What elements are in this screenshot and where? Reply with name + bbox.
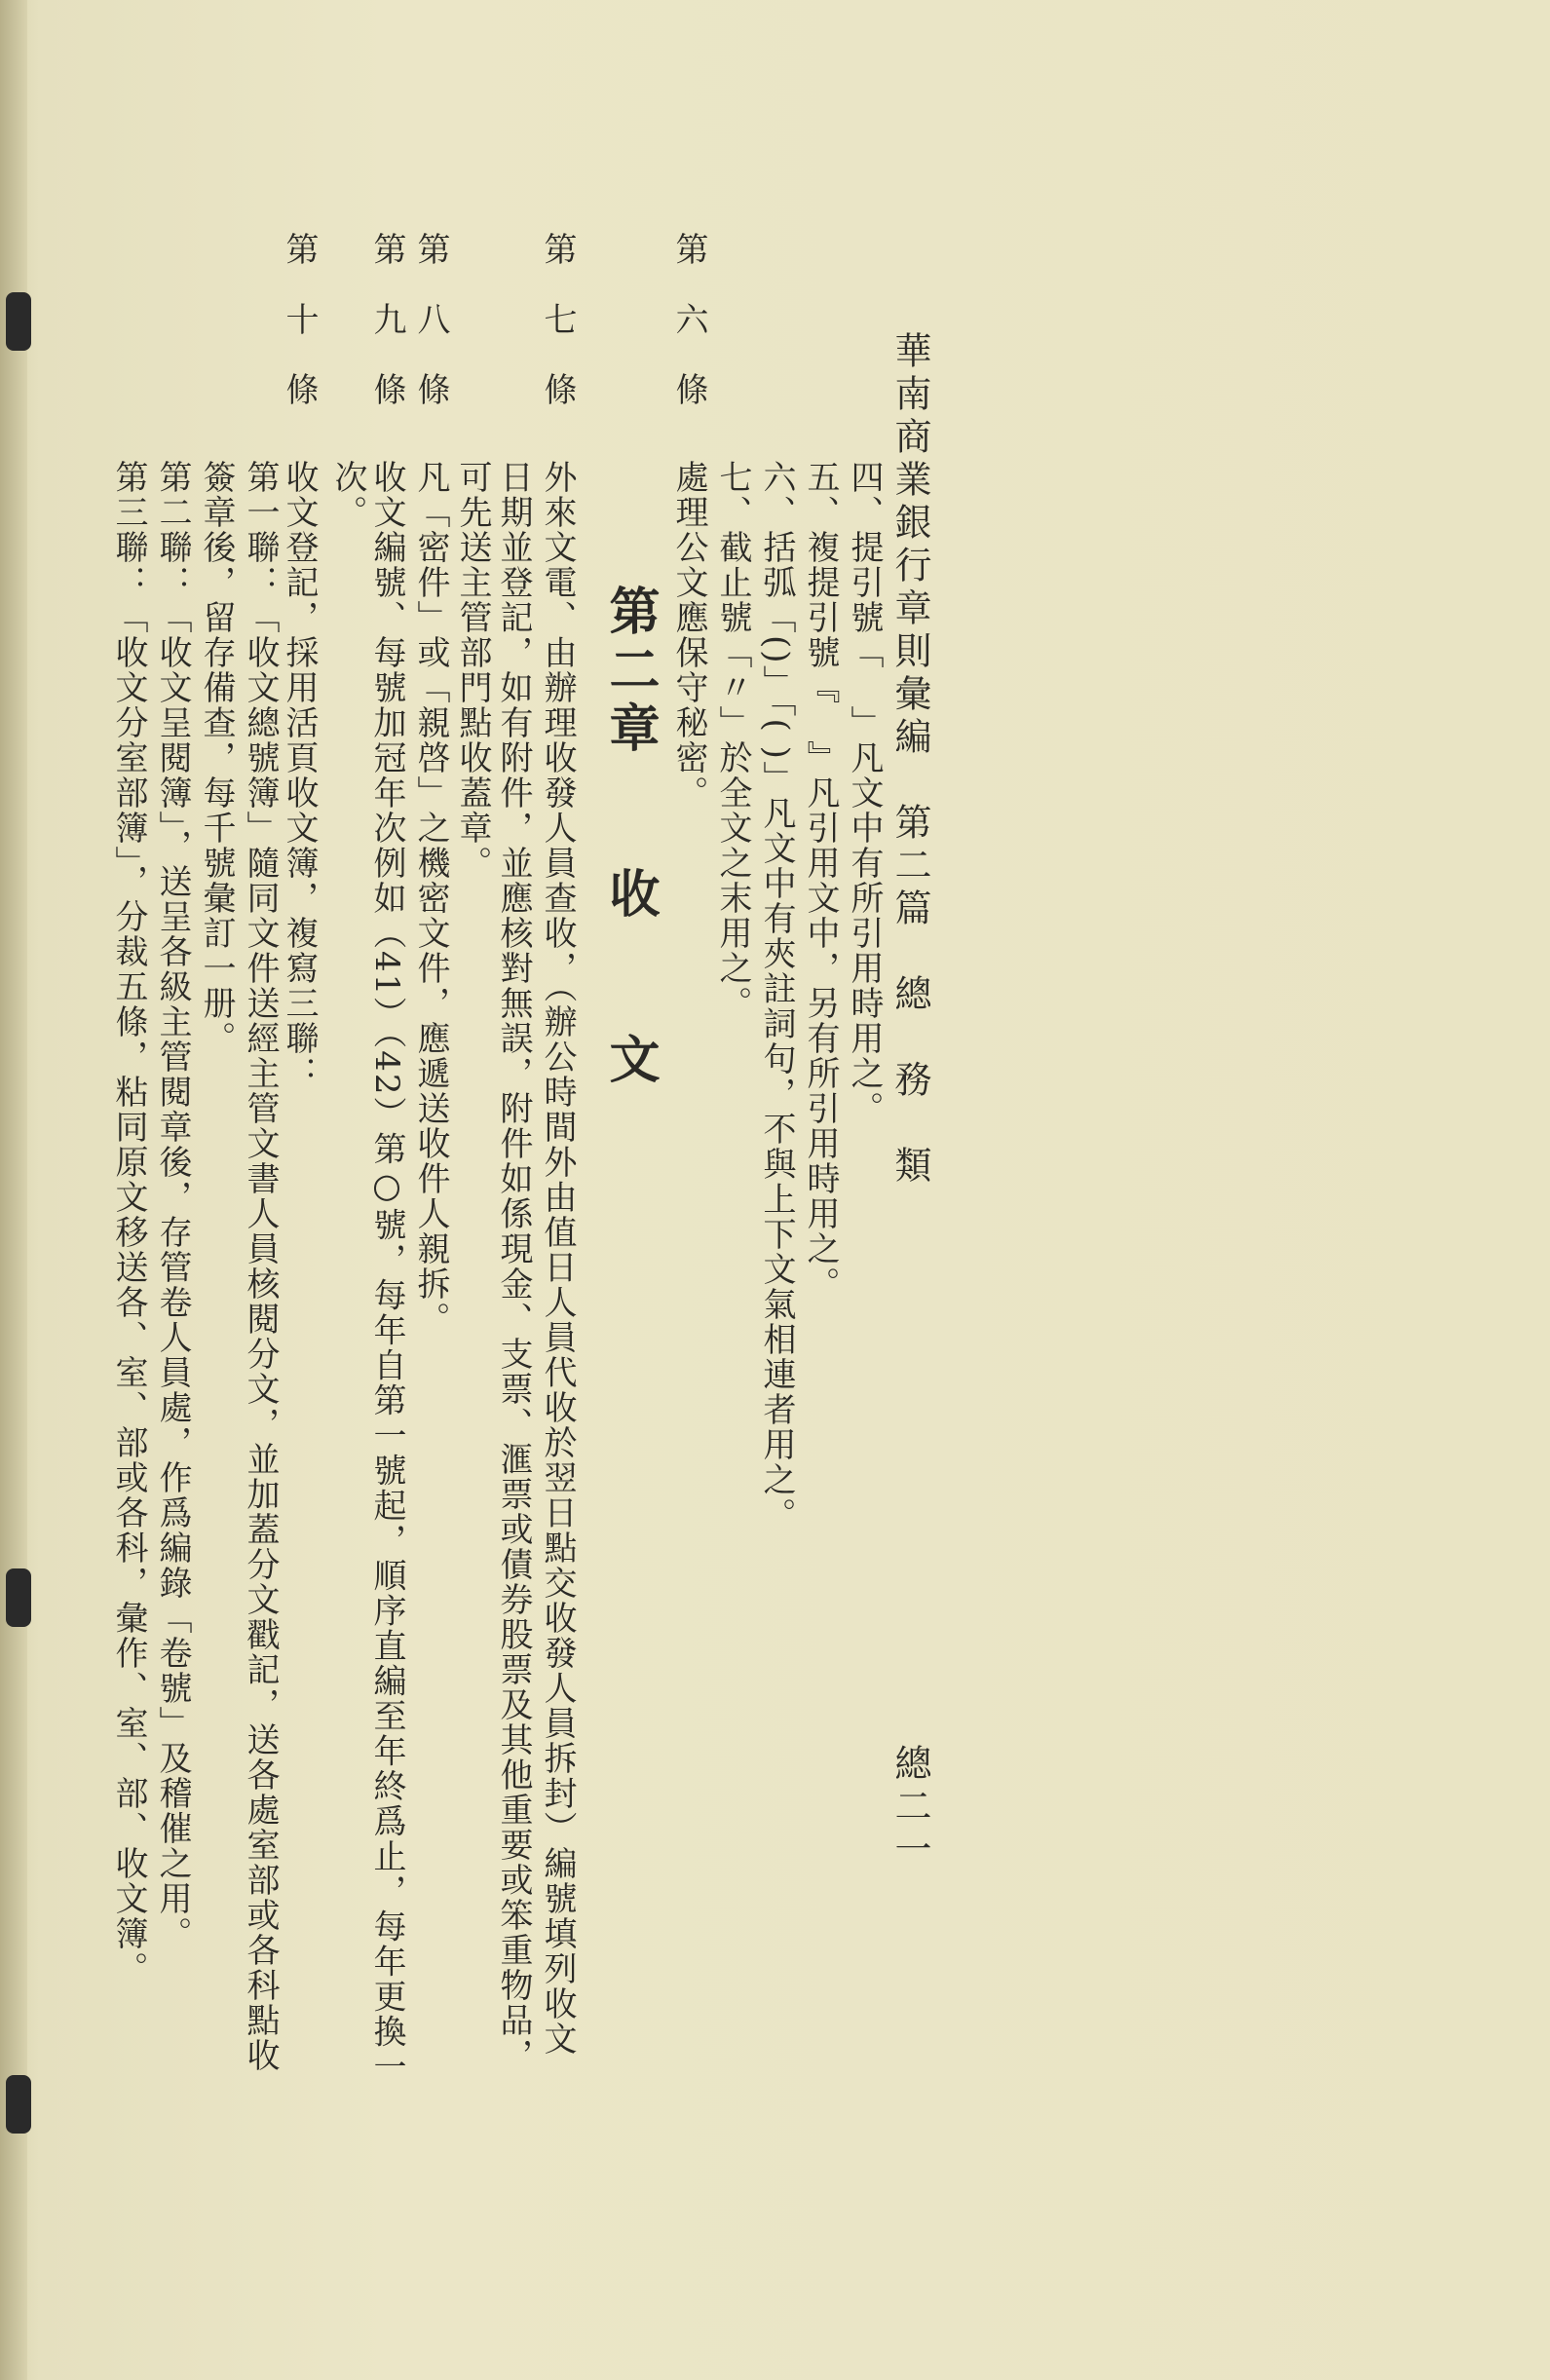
article-label: 第 六 條 bbox=[669, 232, 708, 407]
article-text: 六、括弧「()」「( )」凡文中有夾註詞句，不與上下文氣相連者用之。 bbox=[757, 460, 796, 1532]
article-label: 第 九 條 bbox=[367, 232, 406, 407]
article-text: 簽章後，留存備查，每千號彙訂一册。 bbox=[197, 460, 236, 1056]
article-text: 第一聯：「收文總號簿」隨同文件送經主管文書人員核閱分文，並加蓋分文戳記，送各處室部或各科點收 bbox=[241, 460, 280, 2073]
article-text: 外來文電、由辦理收發人員查收，（辦公時間外由值日人員代收於翌日點交收發人員拆封）編號填列收文 bbox=[538, 460, 577, 2057]
article-text: 第二聯：「收文呈閱簿」，送呈各級主管閱章後，存管卷人員處，作爲編錄「卷號」及稽催之用。 bbox=[153, 460, 192, 1951]
article-text: 五、複提引號『 』凡引用文中，另有所引用時用之。 bbox=[801, 460, 840, 1302]
binding-hole bbox=[6, 2075, 31, 2134]
binding-hole bbox=[6, 1568, 31, 1627]
page-number: 總二一 bbox=[888, 1744, 931, 1872]
article-text: 次。 bbox=[328, 460, 367, 530]
article-label: 第 十 條 bbox=[280, 232, 319, 407]
article-text: 凡「密件」或「親啓」之機密文件，應遞送收件人親拆。 bbox=[411, 460, 450, 1337]
article-text: 四、提引號「 」凡文中有所引用時用之。 bbox=[845, 460, 884, 1126]
binding-hole bbox=[6, 292, 31, 351]
article-text: 處理公文應保守秘密。 bbox=[669, 460, 708, 811]
article-text: 七、截止號「〃」於全文之末用之。 bbox=[713, 460, 752, 1021]
chapter-number: 第二章 bbox=[600, 585, 660, 760]
binding-edge bbox=[0, 0, 27, 2380]
article-label: 第 七 條 bbox=[538, 232, 577, 407]
chapter-heading bbox=[600, 585, 660, 1091]
article-text: 收文登記，採用活頁收文簿，複寫三聯： bbox=[280, 460, 319, 1091]
chapter-title-char: 收 bbox=[600, 867, 660, 926]
article-text: 收文編號、每號加冠年次例如（41）（42）第○號，每年自第一號起，順序直編至年終爲止，每年更換一 bbox=[367, 460, 406, 2085]
chapter-title-char: 文 bbox=[600, 1033, 660, 1091]
running-header: 華南商業銀行章則彙編 第二篇 總 務 類 bbox=[888, 331, 931, 1189]
article-label: 第 八 條 bbox=[411, 232, 450, 407]
article-text: 第三聯：「收文分室部簿」，分裁五條，粘同原文移送各、室、部或各科，彙作、室、部、收文簿。 bbox=[109, 460, 148, 1986]
article-text: 可先送主管部門點收蓋章。 bbox=[453, 460, 492, 881]
article-text: 日期並登記，如有附件，並應核對無誤，附件如係現金、支票、滙票或債券股票及其他重要或笨重物品， bbox=[494, 460, 533, 2073]
